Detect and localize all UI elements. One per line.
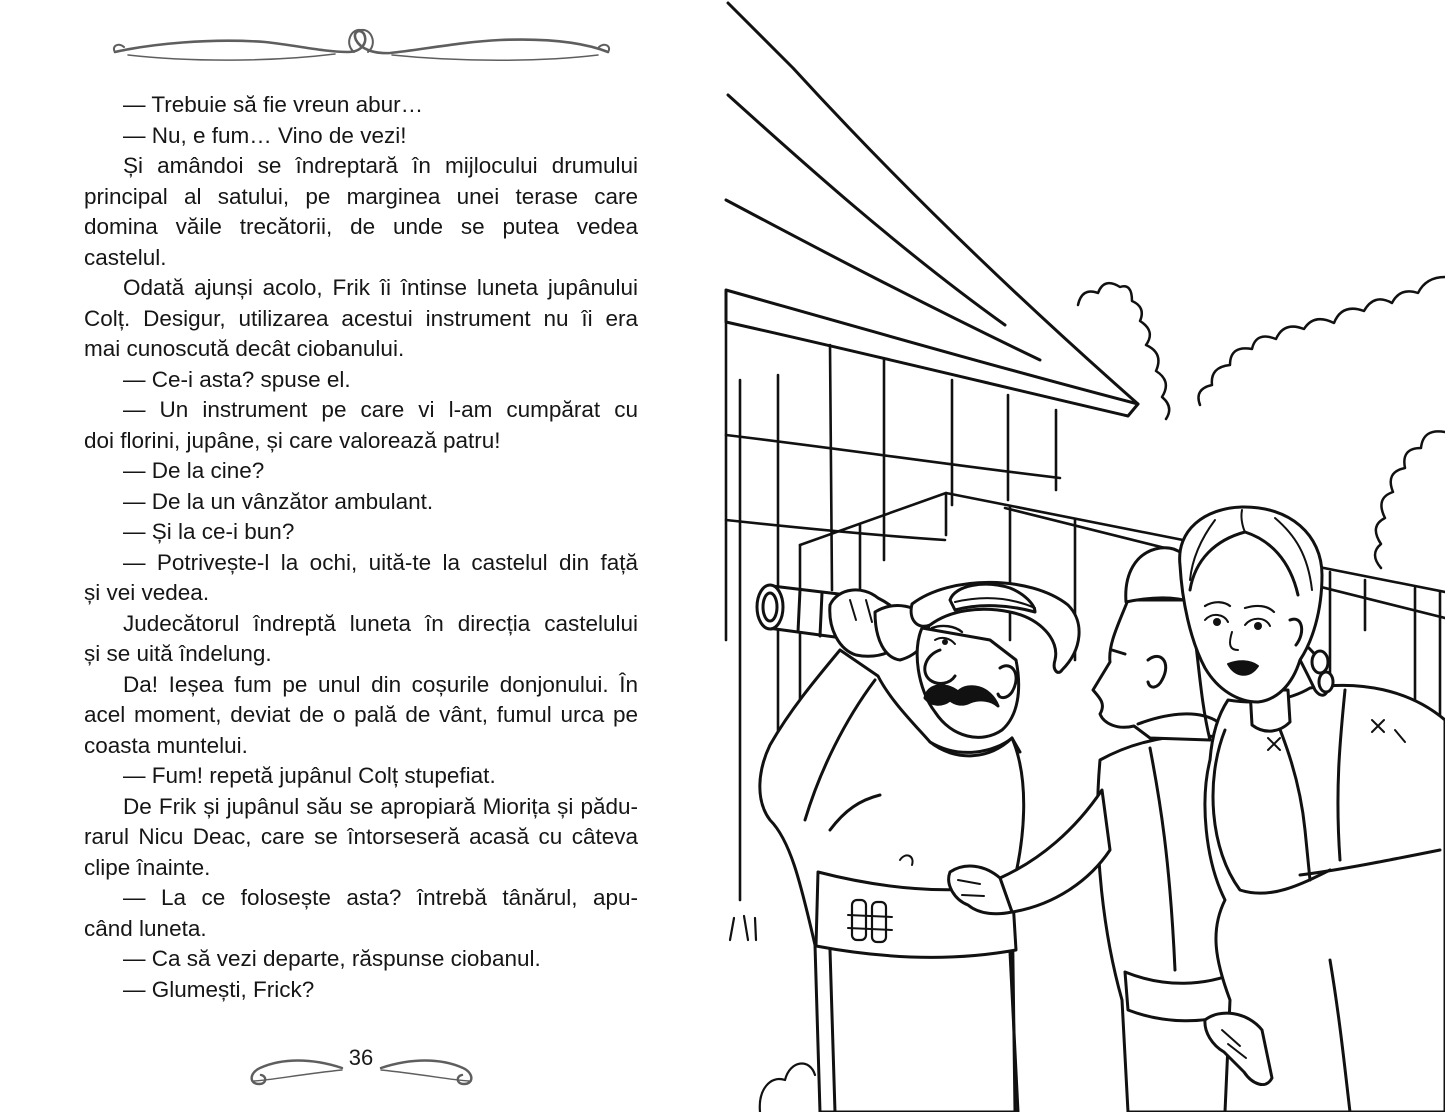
text-line: — Și la ce-i bun?	[123, 519, 295, 544]
text-line: — Glumești, Frick?	[123, 976, 315, 1002]
text-line: Judecătorul îndreptă luneta în direcția castelului	[123, 610, 638, 636]
text-line: — De la cine?	[123, 458, 265, 483]
text-line: — De la un vânzător ambulant.	[123, 488, 434, 514]
text-line: — La ce folosește asta? întrebă tânărul, apu-	[123, 885, 638, 910]
text-line: — Potrivește-l la ochi, uită-te la castelul din față	[123, 549, 638, 575]
text-line: coasta muntelui.	[84, 732, 248, 758]
text-line: — Fum! repetă jupânul Colț stupefiat.	[123, 763, 496, 788]
body-text	[84, 90, 638, 1005]
text-line: rarul Nicu Deac, care se întorseseră acasă cu câteva	[84, 824, 638, 849]
text-line: mai cunoscută decât ciobanului.	[84, 336, 405, 361]
left-page	[0, 0, 722, 1112]
roof	[726, 3, 1138, 416]
text-line: când luneta.	[84, 915, 207, 941]
text-line: — Ce-i asta? spuse el.	[123, 366, 351, 392]
young-woman	[1180, 507, 1445, 1112]
text-line: castelul.	[84, 244, 167, 270]
text-line: doi florini, jupâne, și care valorează patru!	[84, 427, 501, 453]
text-line: Colț. Desigur, utilizarea acestui instrument nu îi era	[84, 305, 638, 331]
text-line: Odată ajunși acolo, Frik îi întinse luneta jupânului	[123, 275, 638, 300]
text-line: Și amândoi se îndreptară în mijlocului drumului	[123, 153, 638, 178]
man-with-telescope	[757, 582, 1079, 1112]
text-line: — Nu, e fum… Vino de vezi!	[123, 122, 407, 148]
text-line: domina văile trecătorii, de unde se putea vedea	[84, 214, 638, 239]
text-line: — Ca să vezi departe, răspunse ciobanul.	[123, 946, 541, 971]
text-line: — Trebuie să fie vreun abur…	[123, 92, 424, 117]
text-line: și se uită îndelung.	[84, 641, 272, 666]
text-line: De Frik și jupânul său se apropiară Miorița și pădu-	[123, 793, 638, 819]
illustration	[726, 3, 1445, 1112]
text-line: Da! Ieșea fum pe unul din coșurile donjonului. În	[123, 671, 638, 697]
text-line: — Un instrument pe care vi l-am cumpărat cu	[123, 397, 638, 422]
text-line: și vei vedea.	[84, 580, 210, 605]
text-line: principal al satului, pe marginea unei terase care	[84, 183, 638, 209]
grass	[730, 916, 815, 1112]
text-line: acel moment, deviat de o pală de vânt, fumul urca pe	[84, 702, 638, 727]
text-line: clipe înainte.	[84, 854, 211, 880]
page-number: 36	[348, 1045, 374, 1070]
